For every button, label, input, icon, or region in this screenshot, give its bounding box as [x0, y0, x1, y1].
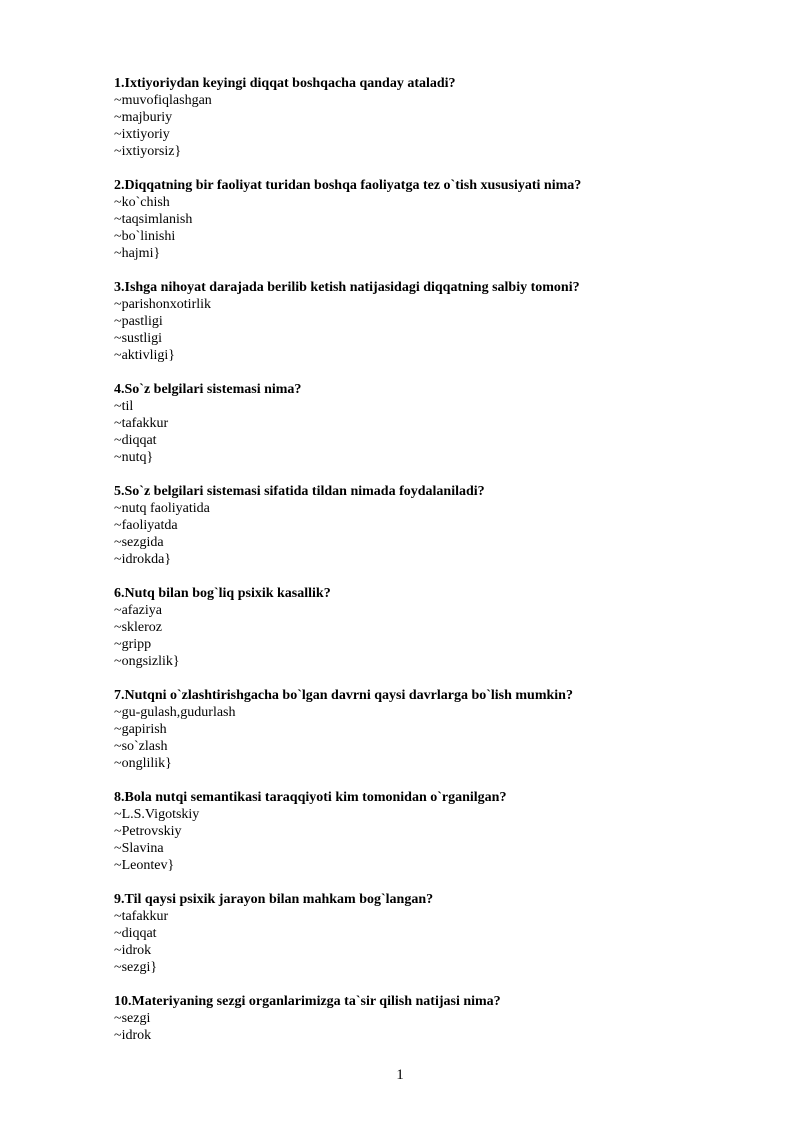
answer-option: ~Leontev} — [114, 858, 175, 873]
question-title: 6.Nutq bilan bog`liq psixik kasallik? — [114, 586, 331, 601]
answer-option: ~sezgida — [114, 535, 164, 550]
question-7 — [114, 687, 734, 772]
answer-option: ~taqsimlanish — [114, 212, 193, 227]
question-title: 7.Nutqni o`zlashtirishgacha bo`lgan davrni qaysi davrlarga bo`lish mumkin? — [114, 688, 573, 703]
page-number: 1 — [396, 1067, 404, 1083]
question-title: 4.So`z belgilari sistemasi nima? — [114, 382, 302, 397]
question-8 — [114, 789, 734, 874]
answer-option: ~tafakkur — [114, 909, 169, 924]
answer-option: ~tafakkur — [114, 416, 169, 431]
answer-option: ~ko`chish — [114, 195, 170, 210]
answer-option: ~Petrovskiy — [114, 824, 182, 839]
question-1 — [114, 75, 734, 160]
answer-option: ~so`zlash — [114, 739, 168, 754]
answer-option: ~onglilik} — [114, 756, 172, 771]
question-title: 8.Bola nutqi semantikasi taraqqiyoti kim tomonidan o`rganilgan? — [114, 790, 507, 805]
answer-option: ~bo`linishi — [114, 229, 176, 244]
question-title: 1.Ixtiyoriydan keyingi diqqat boshqacha qanday ataladi? — [114, 76, 456, 91]
question-title: 9.Til qaysi psixik jarayon bilan mahkam bog`langan? — [114, 892, 434, 907]
answer-option: ~faoliyatda — [114, 518, 178, 533]
answer-option: ~sustligi — [114, 331, 163, 346]
answer-option: ~majburiy — [114, 110, 173, 125]
question-10 — [114, 993, 734, 1044]
answer-option: ~skleroz — [114, 620, 163, 635]
question-title: 5.So`z belgilari sistemasi sifatida tildan nimada foydalaniladi? — [114, 484, 485, 499]
answer-option: ~idrokda} — [114, 552, 172, 567]
question-3 — [114, 279, 734, 364]
answer-option: ~nutq} — [114, 450, 154, 465]
answer-option: ~ixtiyorsiz} — [114, 144, 182, 159]
answer-option: ~gripp — [114, 637, 152, 652]
answer-option: ~idrok — [114, 1028, 152, 1043]
answer-option: ~sezgi — [114, 1011, 151, 1026]
answer-option: ~ixtiyoriy — [114, 127, 170, 142]
question-2 — [114, 177, 734, 262]
answer-option: ~parishonxotirlik — [114, 297, 212, 312]
answer-option: ~diqqat — [114, 433, 157, 448]
answer-option: ~gu-gulash,gudurlash — [114, 705, 236, 720]
answer-option: ~diqqat — [114, 926, 157, 941]
answer-option: ~pastligi — [114, 314, 163, 329]
document-body — [114, 75, 734, 1061]
answer-option: ~gapirish — [114, 722, 167, 737]
answer-option: ~Slavina — [114, 841, 164, 856]
question-5 — [114, 483, 734, 568]
answer-option: ~L.S.Vigotskiy — [114, 807, 200, 822]
answer-option: ~muvofiqlashgan — [114, 93, 212, 108]
answer-option: ~ongsizlik} — [114, 654, 180, 669]
question-9 — [114, 891, 734, 976]
answer-option: ~hajmi} — [114, 246, 161, 261]
question-4 — [114, 381, 734, 466]
answer-option: ~afaziya — [114, 603, 162, 618]
question-title: 10.Materiyaning sezgi organlarimizga ta`sir qilish natijasi nima? — [114, 994, 501, 1009]
question-title: 2.Diqqatning bir faoliyat turidan boshqa faoliyatga tez o`tish xususiyati nima? — [114, 178, 582, 193]
answer-option: ~aktivligi} — [114, 348, 175, 363]
answer-option: ~idrok — [114, 943, 152, 958]
answer-option: ~sezgi} — [114, 960, 158, 975]
answer-option: ~nutq faoliyatida — [114, 501, 210, 516]
question-title: 3.Ishga nihoyat darajada berilib ketish natijasidagi diqqatning salbiy tomoni? — [114, 280, 580, 295]
question-6 — [114, 585, 734, 670]
answer-option: ~til — [114, 399, 134, 414]
